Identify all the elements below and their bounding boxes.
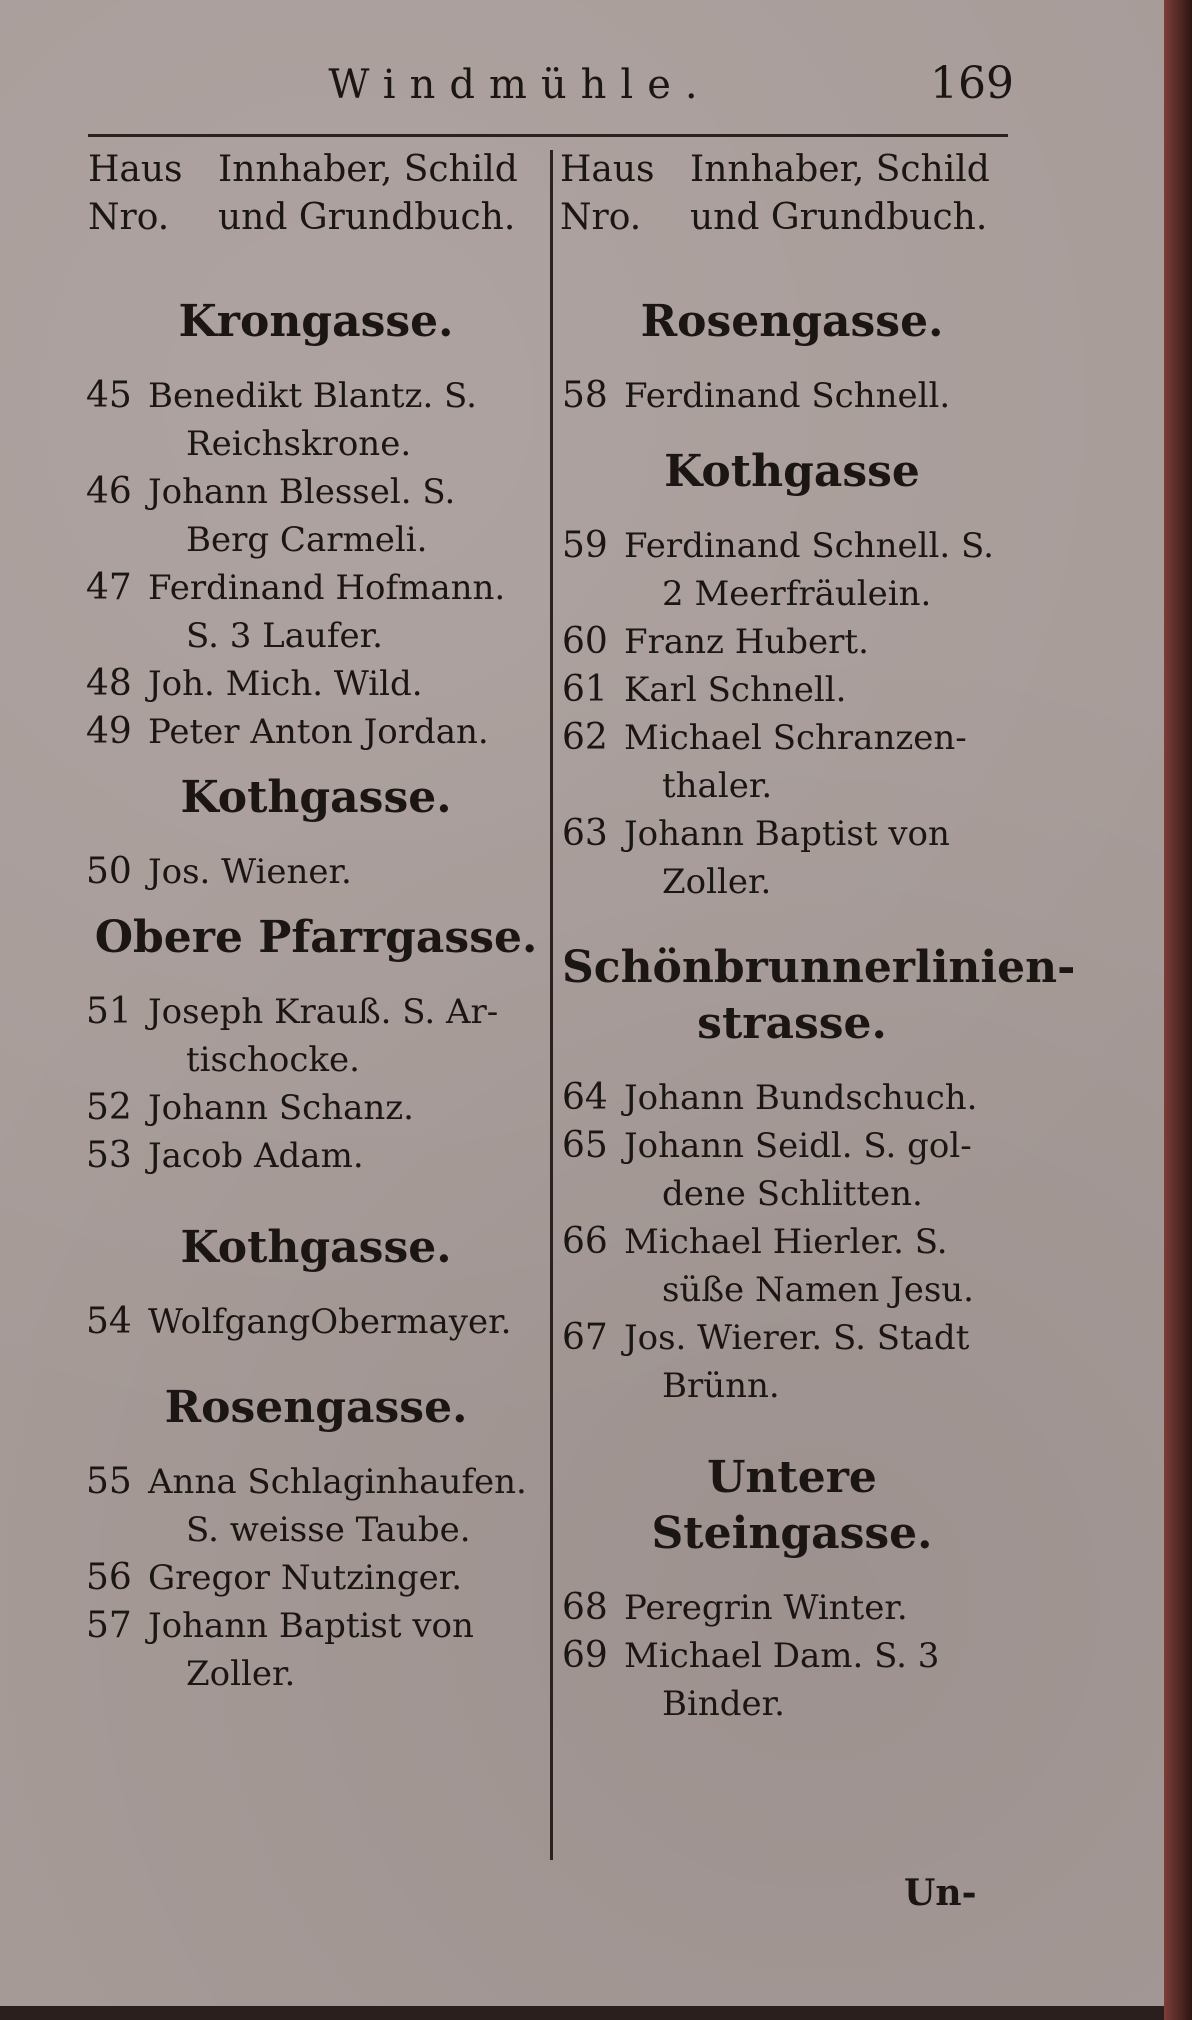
sign-text: S. 3 Laufer. [186, 616, 383, 656]
house-number: 61 [562, 669, 608, 710]
col-header-nro: Nro. [88, 197, 170, 238]
house-number: 66 [562, 1221, 608, 1262]
owner-text: Peregrin Winter. [624, 1588, 908, 1628]
house-number: 62 [562, 717, 608, 758]
owner-text: Jos. Wierer. S. Stadt [624, 1318, 970, 1358]
house-number: 51 [86, 991, 132, 1032]
house-entry [86, 1602, 546, 1698]
owner-text: Michael Dam. S. 3 [624, 1636, 940, 1676]
house-number: 60 [562, 621, 608, 662]
running-head: Windmühle. [328, 62, 712, 108]
house-number: 47 [86, 567, 132, 608]
house-number: 48 [86, 663, 132, 704]
catchword: Un- [904, 1872, 977, 1914]
owner-text: Michael Hierler. S. [624, 1222, 948, 1262]
column-divider [550, 150, 553, 1860]
house-number: 49 [86, 711, 132, 752]
sign-text: thaler. [662, 766, 773, 806]
house-entry [562, 1584, 1022, 1632]
col-header-haus: Haus [560, 149, 655, 190]
house-number: 67 [562, 1317, 608, 1358]
house-entry [562, 714, 1022, 810]
house-entry [562, 1074, 1022, 1122]
sign-text: Zoller. [186, 1654, 296, 1694]
house-number: 55 [86, 1461, 132, 1502]
owner-text: Johann Baptist von [148, 1606, 474, 1646]
house-entry [86, 660, 546, 708]
street-heading-continuation: strasse. [697, 998, 887, 1049]
street-heading: Untere Steingasse. [651, 1452, 933, 1559]
right-column [562, 280, 1076, 1728]
street-heading: Obere Pfarrgasse. [94, 912, 538, 963]
sign-text: Reichskrone. [186, 424, 412, 464]
house-entry [86, 372, 546, 468]
house-entry [86, 1298, 546, 1346]
col-header-grundbuch: und Grundbuch. [690, 197, 988, 238]
house-entry [86, 468, 546, 564]
owner-text: Johann Blessel. S. [148, 472, 456, 512]
sign-text: süße Namen Jesu. [662, 1270, 974, 1310]
owner-text: Joseph Krauß. S. Ar- [148, 992, 499, 1032]
owner-text: Johann Bundschuch. [624, 1078, 978, 1118]
house-number: 57 [86, 1605, 132, 1646]
owner-text: Anna Schlaginhaufen. [148, 1462, 527, 1502]
sign-text: 2 Meerfräulein. [662, 574, 932, 614]
house-number: 69 [562, 1635, 608, 1676]
house-entry [562, 1122, 1022, 1218]
owner-text: Michael Schranzen- [624, 718, 967, 758]
column-header-right [560, 146, 1020, 242]
col-header-innhaber: Innhaber, Schild [690, 149, 990, 190]
owner-text: Joh. Mich. Wild. [148, 664, 423, 704]
owner-text: Ferdinand Schnell. S. [624, 526, 994, 566]
house-entry [562, 618, 1022, 666]
book-edge [1164, 0, 1192, 2020]
house-number: 63 [562, 813, 608, 854]
house-entry [86, 1458, 546, 1554]
owner-text: Jos. Wiener. [148, 852, 352, 892]
house-entry [562, 372, 1022, 420]
house-number: 59 [562, 525, 608, 566]
house-number: 64 [562, 1077, 608, 1118]
house-number: 68 [562, 1587, 608, 1628]
house-entry [562, 1314, 1022, 1410]
house-entry [86, 1132, 546, 1180]
house-entry [86, 564, 546, 660]
sign-text: Binder. [662, 1684, 785, 1724]
owner-text: Franz Hubert. [624, 622, 869, 662]
owner-text: Johann Schanz. [148, 1088, 414, 1128]
owner-text: WolfgangObermayer. [148, 1302, 512, 1342]
house-entry [562, 666, 1022, 714]
house-entry [86, 708, 546, 756]
owner-text: Johann Baptist von [624, 814, 950, 854]
sign-text: Berg Carmeli. [186, 520, 428, 560]
column-header-left [88, 146, 548, 242]
sign-text: dene Schlitten. [662, 1174, 923, 1214]
sign-text: Brünn. [662, 1366, 780, 1406]
house-entry [562, 1218, 1022, 1314]
left-column [86, 280, 546, 1698]
col-header-nro: Nro. [560, 197, 642, 238]
owner-text: Ferdinand Hofmann. [148, 568, 506, 608]
page-number: 169 [930, 58, 1014, 109]
house-entry [86, 988, 546, 1084]
street-heading: Schönbrunnerlinien- [562, 942, 1076, 993]
house-number: 45 [86, 375, 132, 416]
owner-text: Johann Seidl. S. gol- [624, 1126, 972, 1166]
house-number: 52 [86, 1087, 132, 1128]
street-heading: Kothgasse. [180, 1222, 452, 1273]
owner-text: Karl Schnell. [624, 670, 847, 710]
sign-text: Zoller. [662, 862, 772, 902]
street-heading: Kothgasse. [180, 772, 452, 823]
header-rule [88, 134, 1008, 137]
owner-text: Jacob Adam. [148, 1136, 364, 1176]
owner-text: Ferdinand Schnell. [624, 376, 951, 416]
house-entry [86, 1554, 546, 1602]
owner-text: Gregor Nutzinger. [148, 1558, 463, 1598]
sign-text: tischocke. [186, 1040, 360, 1080]
house-number: 53 [86, 1135, 132, 1176]
house-number: 46 [86, 471, 132, 512]
owner-text: Benedikt Blantz. S. [148, 376, 477, 416]
col-header-haus: Haus [88, 149, 183, 190]
street-heading: Krongasse. [178, 296, 454, 347]
street-heading: Rosengasse. [640, 296, 944, 347]
street-heading: Rosengasse. [164, 1382, 468, 1433]
house-number: 65 [562, 1125, 608, 1166]
house-entry [562, 522, 1022, 618]
house-number: 50 [86, 851, 132, 892]
col-header-innhaber: Innhaber, Schild [218, 149, 518, 190]
col-header-grundbuch: und Grundbuch. [218, 197, 516, 238]
house-entry [562, 810, 1022, 906]
house-number: 56 [86, 1557, 132, 1598]
sign-text: S. weisse Taube. [186, 1510, 471, 1550]
street-heading: Kothgasse [664, 446, 920, 497]
house-number: 58 [562, 375, 608, 416]
owner-text: Peter Anton Jordan. [148, 712, 489, 752]
house-entry [562, 1632, 1022, 1728]
house-entry [86, 1084, 546, 1132]
house-number: 54 [86, 1301, 132, 1342]
house-entry [86, 848, 546, 896]
